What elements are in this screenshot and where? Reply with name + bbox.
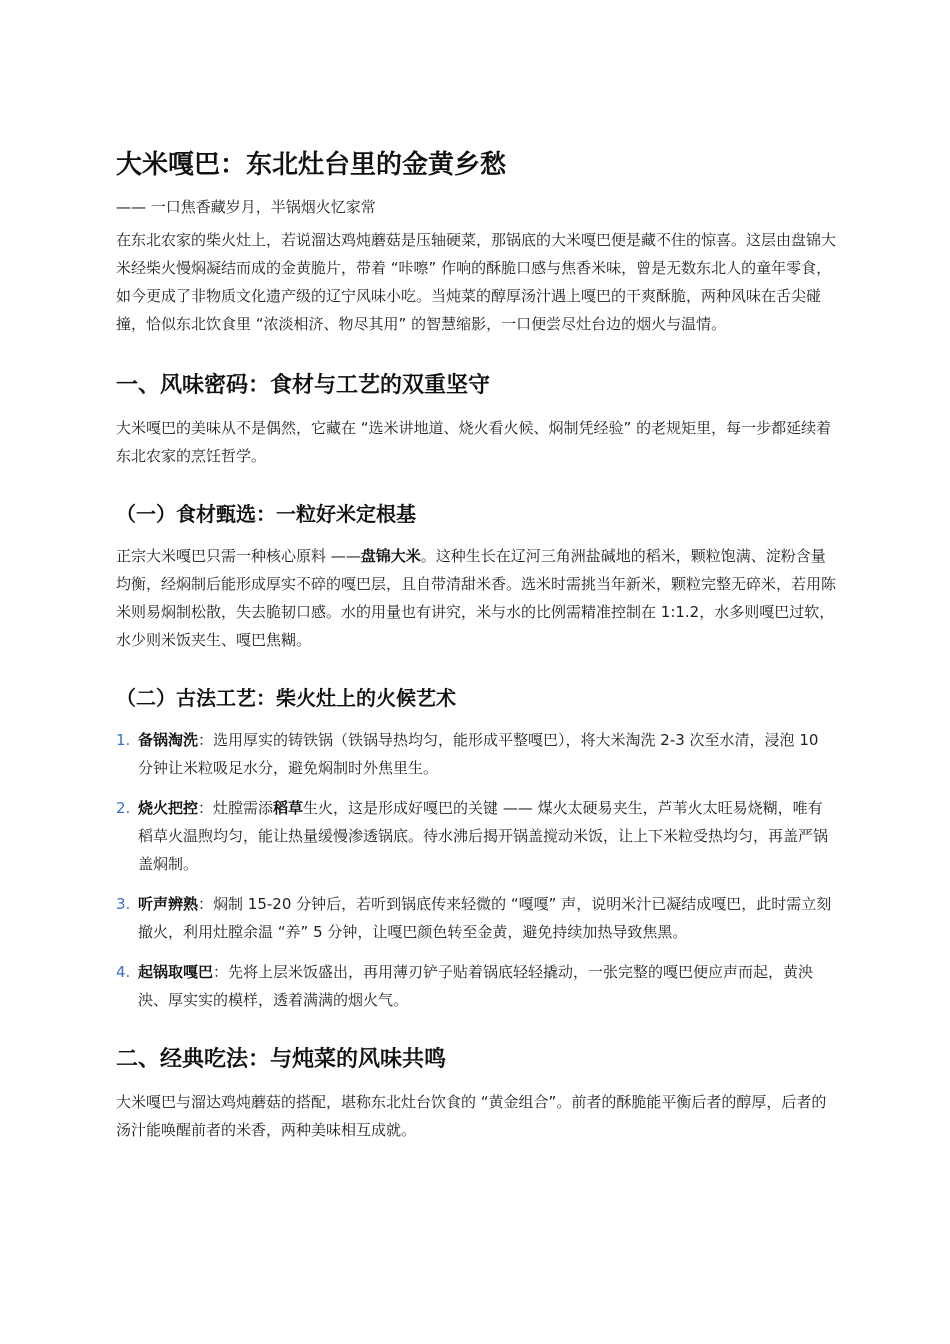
section-heading-pairing: 二、经典吃法：与炖菜的风味共鸣 [116,1047,447,1072]
step-label: 烧火把控 [138,799,199,817]
step-text: ：选用厚实的铸铁锅（铁锅导热均匀，能形成平整嘎巴），将大米淘洗 2-3 次至水清，浸泡 10 分钟让米粒吸足水分，避免焖制时外焦里生。 [138,731,819,777]
intro-paragraph: 在东北农家的柴火灶上，若说溜达鸡炖蘑菇是压轴硬菜，那锅底的大米嘎巴便是藏不住的惊喜。这层由盘锦大米经柴火慢焖凝结而成的金黄脆片，带着 “咔嚓” 作响的酥脆口感与焦香米味，曾是无数东北人的童年零食，如今更成了非物质文化遗产级的辽宁风味小吃。当炖菜的醇厚汤汁遇上嘎巴的干爽酥脆，两种风味在舌尖碰撞，恰似东北饮食里 “浓淡相济、物尽其用” 的智慧缩影，一口便尝尽灶台边的烟火与温情。 [116,231,837,333]
list-item [116,726,836,782]
list-number: 3. [116,895,131,913]
section-flavor-paragraph: 大米嘎巴的美味从不是偶然，它藏在 “选米讲地道、烧火看火候、焖制凭经验” 的老规矩里，每一步都延续着东北农家的烹饪哲学。 [116,419,832,465]
craft-steps-list [116,726,836,1014]
subsection-heading-ingredients: （一）食材甄选：一粒好米定根基 [116,502,416,526]
document-page [116,140,836,1144]
step-label: 起锅取嘎巴 [138,963,214,981]
step-bold-straw: 稻草 [273,799,304,817]
subtitle: —— 一口焦香藏岁月，半锅烟火忆家常 [116,198,376,216]
step-label: 备锅淘洗 [138,731,199,749]
step-text: ：先将上层米饭盛出，再用薄刃铲子贴着锅底轻轻撬动，一张完整的嘎巴便应声而起，黄泱泱、厚实实的模样，透着满满的烟火气。 [138,963,814,1009]
list-item [116,794,836,878]
ingredients-paragraph [116,542,836,654]
list-number: 1. [116,731,131,749]
step-text: ：焖制 15-20 分钟后，若听到锅底传来轻微的 “嘎嘎” 声，说明米汁已凝结成嘎巴，此时需立刻撤火，利用灶膛余温 “养” 5 分钟，让嘎巴颜色转至金黄，避免持续加热导致焦黑。 [138,895,832,941]
page-title: 大米嘎巴：东北灶台里的金黄乡愁 [116,150,507,180]
step-text: ：灶膛需添 [198,799,274,817]
subsection-heading-craft: （二）古法工艺：柴火灶上的火候艺术 [116,686,456,710]
section-heading-flavor: 一、风味密码：食材与工艺的双重坚守 [116,373,491,398]
list-item [116,890,836,946]
list-number: 2. [116,799,131,817]
step-label: 听声辨熟 [138,895,199,913]
list-number: 4. [116,963,131,981]
pairing-paragraph: 大米嘎巴与溜达鸡炖蘑菇的搭配，堪称东北灶台饮食的 “黄金组合”。前者的酥脆能平衡后者的醇厚，后者的汤汁能唤醒前者的米香，两种美味相互成就。 [116,1093,827,1139]
step-text-continued: 生火，这是形成好嘎巴的关键 —— 煤火太硬易夹生，芦苇火太旺易烧糊，唯有稻草火温煦均匀，能让热量缓慢渗透锅底。待水沸后揭开锅盖搅动米饭，让上下米粒受热均匀，再盖严锅盖焖制。 [138,799,829,873]
ingredients-text-after: 。这种生长在辽河三角洲盐碱地的稻米，颗粒饱满、淀粉含量均衡，经焖制后能形成厚实不碎的嘎巴层，且自带清甜米香。选米时需挑当年新米，颗粒完整无碎米，若用陈米则易焖制松散，失去脆韧口感。水的用量也有讲究，米与水的比例需精准控制在 1:1.2，水多则嘎巴过软，水少则米饭夹生、嘎巴焦糊。 [116,547,837,649]
list-item [116,958,836,1014]
ingredients-text-before: 正宗大米嘎巴只需一种核心原料 —— [116,547,361,565]
ingredients-bold-rice: 盘锦大米 [360,547,421,565]
